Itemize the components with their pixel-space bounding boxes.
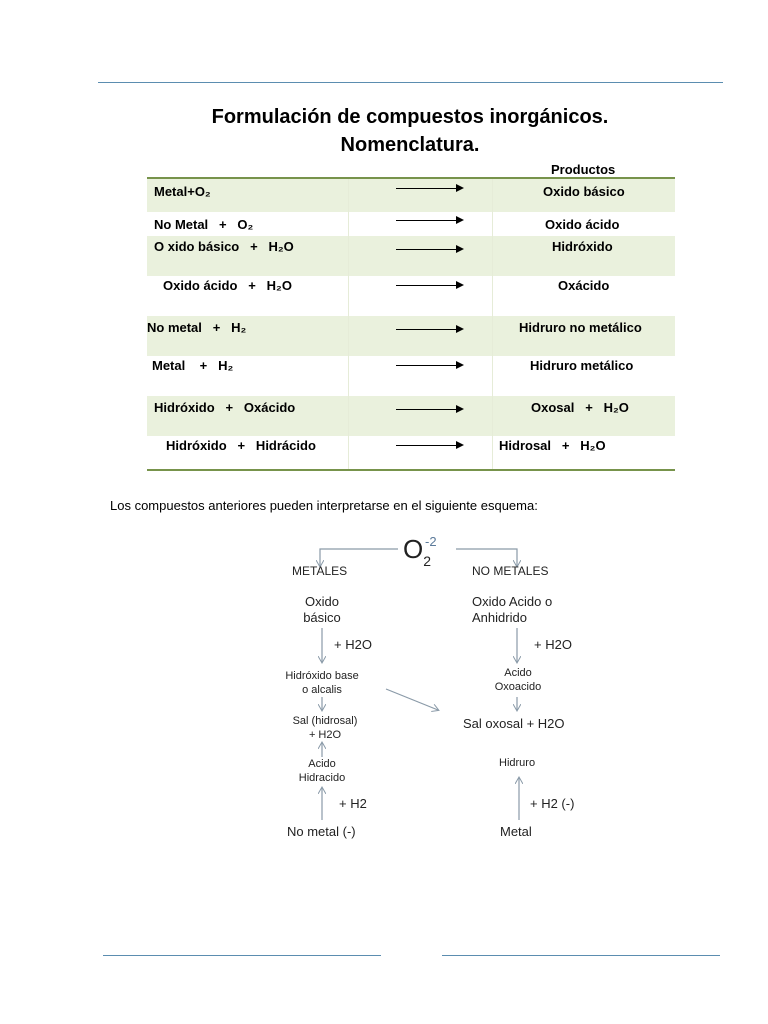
table-row <box>147 356 675 396</box>
product-label: Oxido ácido <box>545 217 620 232</box>
table-row <box>147 212 675 236</box>
product-label: Oxosal + H₂O <box>531 400 629 415</box>
no-metal-label: No metal (-) <box>287 824 356 839</box>
table-row <box>147 316 675 356</box>
reactants-label: No Metal + O₂ <box>154 217 254 232</box>
arrow-icon <box>396 329 462 330</box>
bracket-left <box>320 549 398 566</box>
oxygen-superscript: -2 <box>425 534 437 549</box>
oxido-acido-label: Oxido Acido o Anhidrido <box>472 594 553 625</box>
reactants-label: O xido básico + H₂O <box>154 239 294 254</box>
reactants-label: No metal + H₂ <box>147 320 247 335</box>
reactants-label: Metal+O₂ <box>154 184 211 199</box>
table-row <box>147 396 675 436</box>
oxido-basico-label: Oxido básico <box>303 594 341 625</box>
product-label: Hidrosal + H₂O <box>499 438 606 453</box>
reactants-label: Oxido ácido + H₂O <box>163 278 292 293</box>
metal-label: Metal <box>500 824 532 839</box>
plus-h2o-left: + H2O <box>334 637 372 652</box>
products-header: Productos <box>551 162 616 177</box>
reactants-label: Hidróxido + Oxácido <box>154 400 296 415</box>
intro-paragraph: Los compuestos anteriores pueden interpretarse en el siguiente esquema: <box>110 498 538 513</box>
plus-h2-right: + H2 (-) <box>530 796 575 811</box>
reactants-label: Metal + H₂ <box>152 358 234 373</box>
product-label: Hidruro metálico <box>530 358 634 373</box>
product-label: Oxido básico <box>543 184 625 199</box>
product-label: Oxácido <box>558 278 610 293</box>
hidroxido-label: Hidróxido base o alcalis <box>285 670 359 696</box>
arrow-icon <box>396 365 462 366</box>
metales-label: METALES <box>292 564 348 578</box>
oxygen-symbol: $O_2^{-2}$ <box>403 534 437 569</box>
oxygen-subscript: 2 <box>423 553 432 569</box>
acido-hidracido-label: Acido Hidracido <box>298 758 346 784</box>
acido-oxoacido-label: Acido Oxoacido <box>494 667 542 693</box>
header-rule <box>98 82 723 83</box>
column-divider <box>492 179 493 470</box>
table-row <box>147 179 675 212</box>
arrow-icon <box>396 220 462 221</box>
title-line-1: Formulación de compuestos inorgánicos. <box>211 106 609 128</box>
arrow-icon <box>396 249 462 250</box>
footer-rule-right <box>442 955 720 956</box>
reactants-label: Hidróxido + Hidrácido <box>166 438 316 453</box>
arrow-icon <box>396 445 462 446</box>
arrow-icon <box>396 409 462 410</box>
bracket-right <box>456 549 517 566</box>
arrow-icon <box>396 285 462 286</box>
no-metales-label: NO METALES <box>472 564 549 578</box>
table-row <box>147 236 675 276</box>
arrow-cross <box>386 689 438 710</box>
table-row <box>147 436 675 470</box>
product-label: Hidróxido <box>552 239 613 254</box>
footer-rule-left <box>103 955 381 956</box>
column-divider <box>348 179 349 470</box>
plus-h2o-right: + H2O <box>534 637 572 652</box>
table-row <box>147 276 675 316</box>
plus-h2-left: + H2 <box>339 796 367 811</box>
page-title <box>100 103 720 159</box>
sal-hidrosal-label: Sal (hidrosal) + H2O <box>292 715 358 741</box>
arrow-icon <box>396 188 462 189</box>
hidruro-label: Hidruro <box>499 757 536 769</box>
title-line-2: Nomenclatura. <box>340 134 480 156</box>
table-bottom-rule <box>147 469 675 471</box>
product-label: Hidruro no metálico <box>519 320 642 335</box>
sal-oxosal-label: Sal oxosal + H2O <box>463 716 565 731</box>
